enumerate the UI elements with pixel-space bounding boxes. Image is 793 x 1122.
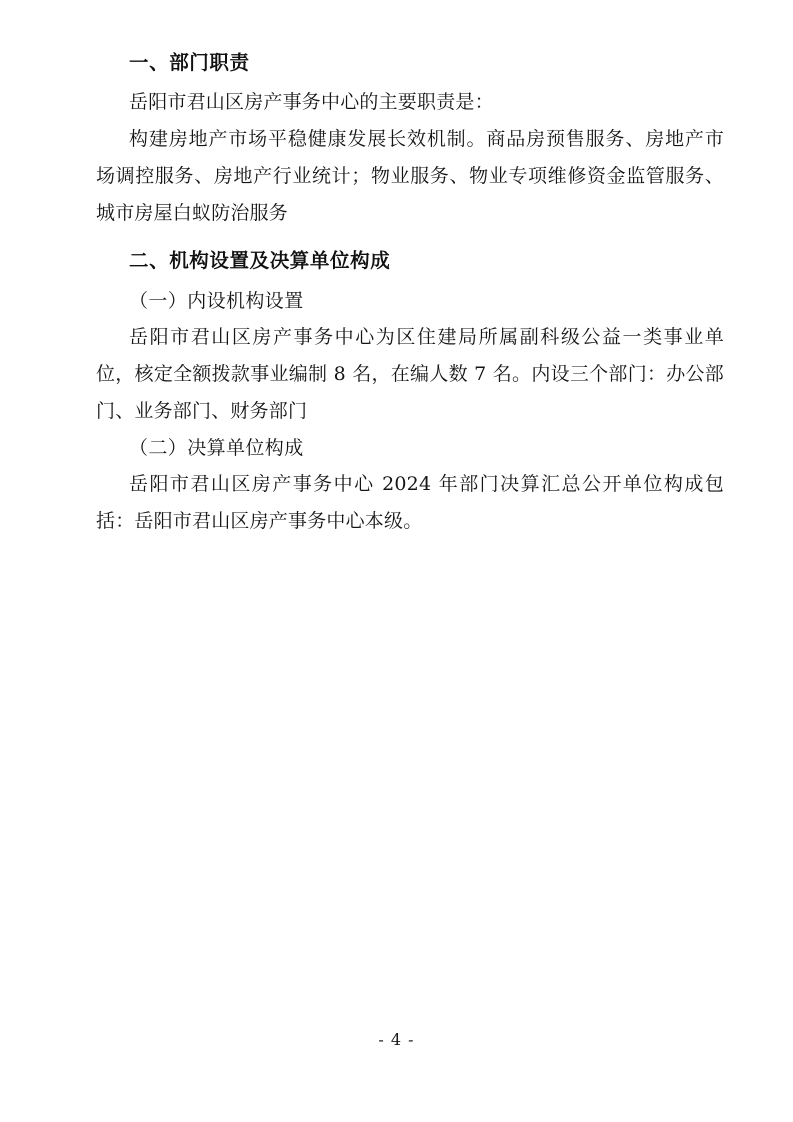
subsection-heading-1: （一）内设机构设置: [129, 289, 304, 312]
document-body: [96, 48, 724, 540]
section-1-paragraph-1: 岳阳市君山区房产事务中心的主要职责是：: [129, 91, 494, 114]
subsection-1-paragraph-1: 岳阳市君山区房产事务中心为区住建局所属副科级公益一类事业单位，核定全额拨款事业编制 8 名，在编人数 7 名。内设三个部门：办公部门、业务部门、财务部门: [96, 325, 724, 422]
section-heading-2: 二、机构设置及决算单位构成: [129, 249, 391, 273]
subsection-2-paragraph-1: 岳阳市君山区房产事务中心 2024 年部门决算汇总公开单位构成包括：岳阳市君山区房产事务中心本级。: [96, 472, 724, 532]
section-heading-1: 一、部门职责: [129, 51, 250, 74]
subsection-heading-2: （二）决算单位构成: [129, 436, 304, 459]
page-number: - 4 -: [378, 1030, 415, 1049]
section-1-paragraph-2: 构建房地产市场平稳健康发展长效机制。商品房预售服务、房地产市场调控服务、房地产行业统计；物业服务、物业专项维修资金监管服务、城市房屋白蚁防治服务: [96, 128, 724, 225]
